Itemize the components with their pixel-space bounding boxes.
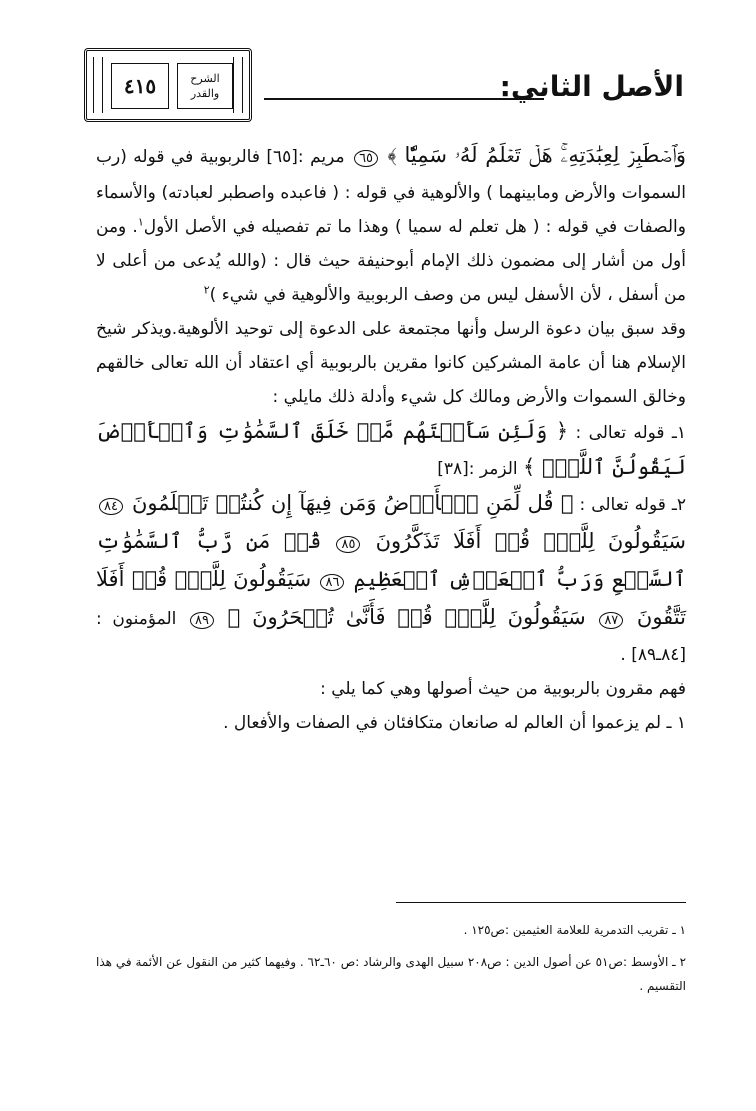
footnote-marker: ٢ <box>203 283 210 297</box>
footnote-2: ٢ ـ الأوسط :ص٥١ عن أصول الدين : ص٢٠٨ سبيل الهدى والرشاد :ص ٦٠ـ٦٢ . وفيهما كثير من النقول عن الأئمة في هذا التقسيم . <box>96 955 687 993</box>
book-name <box>177 63 233 109</box>
paragraph-3: فهم مقرون بالربوبية من حيث أصولها وهي كما يلي : <box>320 679 686 699</box>
ayah-number-mark: ٨٥ <box>336 536 360 553</box>
item-label: ١ـ قوله تعالى : <box>575 423 686 443</box>
verse-reference: المؤمنون :[٨٤ـ٨٩] . <box>96 609 686 665</box>
paragraph-4: ١ ـ لم يزعموا أن العالم له صانعان متكافئان في الصفات والأفعال . <box>223 713 686 733</box>
list-item-1 <box>96 414 686 486</box>
verse-reference: الزمر :[٣٨] <box>437 459 518 479</box>
ayah-number-mark: ٨٧ <box>599 612 623 629</box>
paragraph-text: . ومن أول من أشار إلى مضمون ذلك الإمام أبوحنيفة حيث قال : (والله يُدعى من أعلى لا من أسفل ، لأن الأسفل ليس من وصف الربوبية والألوهية في شيء ) <box>96 217 686 305</box>
quran-verse: وَٱصۡطَبِرۡ لِعِبَٰدَتِهِۦۚ هَلۡ تَعۡلَمُ لَهُۥ سَمِيّٗا ﴾ <box>387 143 687 167</box>
ayah-number-mark: ٨٦ <box>320 574 344 591</box>
quran-verse: سَيَقُولُونَ لِلَّهِۚ قُلۡ أَفَلَا تَذَكَّرُونَ <box>375 529 687 553</box>
book-name-line1: الشرح <box>190 72 220 85</box>
footnote-marker: ١ <box>137 215 144 229</box>
ayah-number-mark: ٨٤ <box>99 498 123 515</box>
footnote-divider <box>396 902 686 903</box>
book-icon <box>84 48 252 122</box>
quran-verse: سَيَقُولُونَ لِلَّهِۚ قُلۡ فَأَنَّىٰ تُسۡحَرُونَ ﴾ <box>227 605 586 629</box>
page-header <box>84 48 684 124</box>
item-label: ٢ـ قوله تعالى : <box>579 495 686 515</box>
page-number: ٤١٥ <box>111 63 169 109</box>
list-item-2 <box>96 486 686 672</box>
paragraph-1 <box>96 138 686 312</box>
quran-verse: ﴿ قُل لِّمَنِ ٱلۡأَرۡضُ وَمَن فِيهَآ إِن كُنتُمۡ تَعۡلَمُونَ <box>131 491 574 515</box>
chapter-title: الأصل الثاني: <box>499 70 684 103</box>
ayah-number-mark: ٨٩ <box>190 612 214 629</box>
main-text <box>96 138 686 740</box>
quran-verse: ﴿ وَلَئِن سَأَلۡتَهُم مَّنۡ خَلَقَ ٱلسَّمَٰوَٰتِ وَٱلۡأَرۡضَ لَيَقُولُنَّ ٱللَّهُۚ ﴾ <box>96 419 686 479</box>
paragraph-text: مريم :[٦٥] فالربوبية في قوله (رب السموات والأرض ومابينهما ) والألوهية في قوله : ( فاعبده واصطبر لعبادته) والأسماء والصفات في قوله : ( هل تعلم له سميا ) وهذا ما تم تفصيله في الأصل الأول <box>96 147 686 237</box>
footnotes <box>96 918 686 1006</box>
quran-verse: سَيَقُولُونَ لِلَّهِۚ قُلۡ أَفَلَا تَتَّقُونَ <box>96 567 686 629</box>
book-name-line2: والقدر <box>190 87 220 100</box>
quran-verse: قُلۡ مَن رَّبُّ ٱلسَّمَٰوَٰتِ ٱلسَّبۡعِ وَرَبُّ ٱلۡعَرۡشِ ٱلۡعَظِيمِ <box>96 529 687 591</box>
footnote-1: ١ ـ تقريب التدمرية للعلامة العثيمين :ص١٢٥ . <box>463 923 686 937</box>
ayah-number-mark: ٦٥ <box>354 150 378 167</box>
paragraph-2: وقد سبق بيان دعوة الرسل وأنها مجتمعة على الدعوة إلى توحيد الألوهية.ويذكر شيخ الإسلام هنا أن عامة المشركين كانوا مقرين بالربوبية أي اعتقاد أن الله تعالى خالقهم وخالق السموات والأرض ومالك كل شيء وأدلة ذلك مايلي : <box>96 319 686 407</box>
